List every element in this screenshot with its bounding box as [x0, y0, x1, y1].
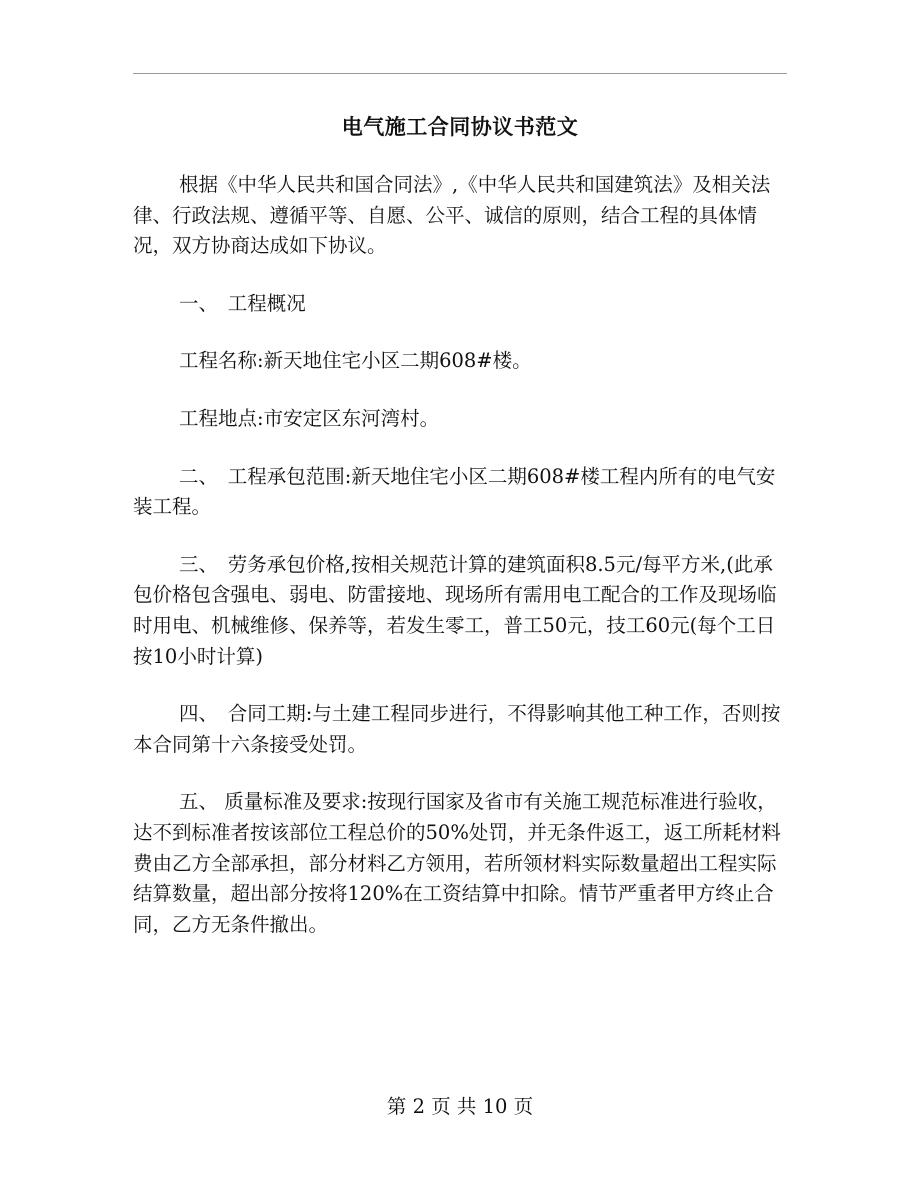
project-name-paragraph: 工程名称:新天地住宅小区二期608#楼。: [179, 349, 532, 373]
section-2-paragraph: 二、 工程承包范围:新天地住宅小区二期608#楼工程内所有的电气安装工程。: [133, 464, 776, 519]
page-number-footer: 第 2 页 共 10 页: [386, 1095, 534, 1118]
section-1-heading: 一、 工程概况: [179, 291, 306, 315]
section-3-paragraph: 三、 劳务承包价格,按相关规范计算的建筑面积8.5元/每平方米,(此承包价格包含强电、弱电、防雷接地、现场所有需用电工配合的工作及现场临时用电、机械维修、保养等，若发生零工，普工50元，技工60元(每个工日按10小时计算): [133, 552, 777, 668]
section-5-paragraph: 五、 质量标准及要求:按现行国家及省市有关施工规范标准进行验收，达不到标准者按该部位工程总价的50%处罚，并无条件返工，返工所耗材料费由乙方全部承担，部分材料乙方领用，若所领材料实际数量超出工程实际结算数量，超出部分按将120%在工资结算中扣除。情节严重者甲方终止合同，乙方无条件撤出。: [133, 790, 781, 936]
document-body: [133, 170, 787, 940]
header-divider: [133, 73, 787, 74]
intro-paragraph: 根据《中华人民共和国合同法》,《中华人民共和国建筑法》及相关法律、行政法规、遵循平等、自愿、公平、诚信的原则，结合工程的具体情况，双方协商达成如下协议。: [133, 173, 771, 258]
project-location-paragraph: 工程地点:市安定区东河湾村。: [179, 406, 440, 430]
document-title: 电气施工合同协议书范文: [341, 114, 579, 139]
section-4-paragraph: 四、 合同工期:与土建工程同步进行，不得影响其他工种工作，否则按本合同第十六条接受处罚。: [133, 702, 781, 756]
